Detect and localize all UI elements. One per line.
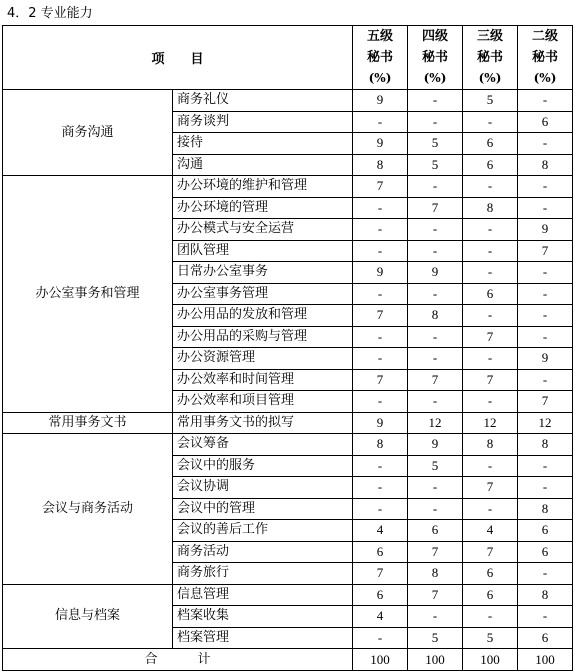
item-cell: 办公资源管理 xyxy=(173,348,353,370)
value-cell-level-5: 8 xyxy=(353,154,408,176)
value-cell-level-5: 7 xyxy=(353,305,408,327)
value-cell-level-3: - xyxy=(463,606,518,628)
value-cell-level-2: 6 xyxy=(518,627,573,649)
value-cell-level-2: 9 xyxy=(518,219,573,241)
value-cell-level-4: 7 xyxy=(408,197,463,219)
header-level-2-line2: 秘书 xyxy=(532,50,559,65)
item-cell: 接待 xyxy=(173,133,353,155)
value-cell-level-2: - xyxy=(518,262,573,284)
table-row xyxy=(3,412,573,434)
header-level-4-line1: 四级 xyxy=(422,29,449,44)
category-cell: 常用事务文书 xyxy=(3,412,173,434)
category-cell: 商务沟通 xyxy=(3,90,173,176)
value-cell-level-4: - xyxy=(408,477,463,499)
value-cell-level-4: 7 xyxy=(408,369,463,391)
total-value-level-4: 100 xyxy=(408,649,463,671)
value-cell-level-4: 5 xyxy=(408,455,463,477)
value-cell-level-2: - xyxy=(518,90,573,112)
value-cell-level-4: 5 xyxy=(408,133,463,155)
value-cell-level-3: - xyxy=(463,455,518,477)
value-cell-level-5: - xyxy=(353,455,408,477)
professional-ability-table xyxy=(2,25,573,671)
value-cell-level-3: 6 xyxy=(463,133,518,155)
value-cell-level-3: 6 xyxy=(463,584,518,606)
item-cell: 档案管理 xyxy=(173,627,353,649)
value-cell-level-5: 9 xyxy=(353,133,408,155)
total-value-level-5: 100 xyxy=(353,649,408,671)
header-level-5-unit: (%) xyxy=(368,71,392,85)
value-cell-level-4: - xyxy=(408,606,463,628)
value-cell-level-4: 5 xyxy=(408,627,463,649)
value-cell-level-4: - xyxy=(408,219,463,241)
table-row xyxy=(3,434,573,456)
item-cell: 办公效率和项目管理 xyxy=(173,391,353,413)
header-level-3-line1: 三级 xyxy=(477,29,504,44)
value-cell-level-2: 8 xyxy=(518,498,573,520)
table-body xyxy=(3,90,573,649)
header-row xyxy=(3,26,573,90)
value-cell-level-3: 8 xyxy=(463,434,518,456)
value-cell-level-5: 9 xyxy=(353,90,408,112)
item-cell: 日常办公室事务 xyxy=(173,262,353,284)
item-cell: 商务谈判 xyxy=(173,111,353,133)
item-cell: 档案收集 xyxy=(173,606,353,628)
value-cell-level-2: - xyxy=(518,455,573,477)
value-cell-level-3: 6 xyxy=(463,283,518,305)
value-cell-level-3: 6 xyxy=(463,154,518,176)
value-cell-level-5: 4 xyxy=(353,520,408,542)
value-cell-level-2: - xyxy=(518,606,573,628)
value-cell-level-5: 6 xyxy=(353,541,408,563)
value-cell-level-2: - xyxy=(518,326,573,348)
value-cell-level-5: - xyxy=(353,477,408,499)
value-cell-level-3: 7 xyxy=(463,541,518,563)
item-cell: 会议协调 xyxy=(173,477,353,499)
value-cell-level-2: 8 xyxy=(518,154,573,176)
value-cell-level-2: 12 xyxy=(518,412,573,434)
value-cell-level-2: 6 xyxy=(518,111,573,133)
value-cell-level-3: - xyxy=(463,240,518,262)
value-cell-level-3: - xyxy=(463,219,518,241)
value-cell-level-5: - xyxy=(353,197,408,219)
item-cell: 商务礼仪 xyxy=(173,90,353,112)
header-level-4-unit: (%) xyxy=(423,71,447,85)
header-level-2-line1: 二级 xyxy=(532,29,559,44)
value-cell-level-4: 9 xyxy=(408,262,463,284)
header-level-5-line2: 秘书 xyxy=(367,50,394,65)
value-cell-level-2: - xyxy=(518,283,573,305)
value-cell-level-4: - xyxy=(408,326,463,348)
item-cell: 商务旅行 xyxy=(173,563,353,585)
header-level-3-unit: (%) xyxy=(478,71,502,85)
header-level-4-line2: 秘书 xyxy=(422,50,449,65)
value-cell-level-5: - xyxy=(353,391,408,413)
value-cell-level-5: - xyxy=(353,283,408,305)
header-level-5-line1: 五级 xyxy=(367,29,394,44)
value-cell-level-4: 9 xyxy=(408,434,463,456)
value-cell-level-2: 7 xyxy=(518,240,573,262)
value-cell-level-3: 8 xyxy=(463,197,518,219)
header-level-5 xyxy=(353,26,408,90)
value-cell-level-3: 12 xyxy=(463,412,518,434)
value-cell-level-4: - xyxy=(408,283,463,305)
value-cell-level-5: 4 xyxy=(353,606,408,628)
value-cell-level-4: 8 xyxy=(408,305,463,327)
item-cell: 会议的善后工作 xyxy=(173,520,353,542)
value-cell-level-4: 7 xyxy=(408,584,463,606)
value-cell-level-4: - xyxy=(408,240,463,262)
item-cell: 沟通 xyxy=(173,154,353,176)
value-cell-level-2: - xyxy=(518,197,573,219)
value-cell-level-2: 6 xyxy=(518,520,573,542)
item-cell: 办公效率和时间管理 xyxy=(173,369,353,391)
value-cell-level-3: 4 xyxy=(463,520,518,542)
value-cell-level-4: - xyxy=(408,391,463,413)
value-cell-level-2: - xyxy=(518,176,573,198)
value-cell-level-4: - xyxy=(408,348,463,370)
value-cell-level-4: - xyxy=(408,176,463,198)
value-cell-level-4: - xyxy=(408,90,463,112)
value-cell-level-4: - xyxy=(408,111,463,133)
category-cell: 信息与档案 xyxy=(3,584,173,649)
value-cell-level-3: - xyxy=(463,348,518,370)
total-value-level-2: 100 xyxy=(518,649,573,671)
section-title: 4．2 专业能力 xyxy=(7,6,93,21)
item-cell: 办公模式与安全运营 xyxy=(173,219,353,241)
value-cell-level-5: 7 xyxy=(353,176,408,198)
value-cell-level-5: - xyxy=(353,111,408,133)
value-cell-level-2: - xyxy=(518,563,573,585)
value-cell-level-5: - xyxy=(353,219,408,241)
value-cell-level-3: - xyxy=(463,498,518,520)
header-level-2 xyxy=(518,26,573,90)
value-cell-level-4: 6 xyxy=(408,520,463,542)
value-cell-level-3: 7 xyxy=(463,477,518,499)
table-row xyxy=(3,176,573,198)
value-cell-level-2: - xyxy=(518,133,573,155)
value-cell-level-5: 6 xyxy=(353,584,408,606)
item-cell: 会议中的服务 xyxy=(173,455,353,477)
header-level-3-line2: 秘书 xyxy=(477,50,504,65)
value-cell-level-2: - xyxy=(518,369,573,391)
value-cell-level-4: 12 xyxy=(408,412,463,434)
value-cell-level-3: - xyxy=(463,176,518,198)
value-cell-level-5: - xyxy=(353,348,408,370)
item-cell: 办公用品的发放和管理 xyxy=(173,305,353,327)
total-row xyxy=(3,649,573,671)
value-cell-level-3: - xyxy=(463,262,518,284)
value-cell-level-5: 7 xyxy=(353,369,408,391)
table-row xyxy=(3,584,573,606)
value-cell-level-2: 8 xyxy=(518,434,573,456)
item-cell: 办公环境的管理 xyxy=(173,197,353,219)
header-item: 项目 xyxy=(3,26,353,90)
value-cell-level-5: - xyxy=(353,240,408,262)
total-value-level-3: 100 xyxy=(463,649,518,671)
item-cell: 办公环境的维护和管理 xyxy=(173,176,353,198)
value-cell-level-2: 9 xyxy=(518,348,573,370)
value-cell-level-3: 7 xyxy=(463,326,518,348)
item-cell: 办公室事务管理 xyxy=(173,283,353,305)
item-cell: 商务活动 xyxy=(173,541,353,563)
item-cell: 信息管理 xyxy=(173,584,353,606)
item-cell: 团队管理 xyxy=(173,240,353,262)
value-cell-level-5: - xyxy=(353,326,408,348)
value-cell-level-3: - xyxy=(463,391,518,413)
header-level-2-unit: (%) xyxy=(533,71,557,85)
value-cell-level-2: - xyxy=(518,305,573,327)
table-row xyxy=(3,90,573,112)
item-cell: 办公用品的采购与管理 xyxy=(173,326,353,348)
value-cell-level-5: 7 xyxy=(353,563,408,585)
value-cell-level-3: - xyxy=(463,305,518,327)
total-label: 合计 xyxy=(3,649,353,671)
value-cell-level-5: - xyxy=(353,627,408,649)
value-cell-level-4: 5 xyxy=(408,154,463,176)
value-cell-level-2: 8 xyxy=(518,584,573,606)
value-cell-level-3: - xyxy=(463,111,518,133)
value-cell-level-5: 8 xyxy=(353,434,408,456)
value-cell-level-3: 5 xyxy=(463,627,518,649)
value-cell-level-3: 7 xyxy=(463,369,518,391)
value-cell-level-2: 6 xyxy=(518,541,573,563)
value-cell-level-3: 5 xyxy=(463,90,518,112)
value-cell-level-2: - xyxy=(518,477,573,499)
item-cell: 会议筹备 xyxy=(173,434,353,456)
value-cell-level-4: 7 xyxy=(408,541,463,563)
value-cell-level-2: 7 xyxy=(518,391,573,413)
category-cell: 办公室事务和管理 xyxy=(3,176,173,413)
value-cell-level-3: 6 xyxy=(463,563,518,585)
header-level-3 xyxy=(463,26,518,90)
value-cell-level-5: - xyxy=(353,498,408,520)
value-cell-level-4: 8 xyxy=(408,563,463,585)
category-cell: 会议与商务活动 xyxy=(3,434,173,585)
value-cell-level-5: 9 xyxy=(353,412,408,434)
item-cell: 会议中的管理 xyxy=(173,498,353,520)
header-level-4 xyxy=(408,26,463,90)
item-cell: 常用事务文书的拟写 xyxy=(173,412,353,434)
value-cell-level-4: - xyxy=(408,498,463,520)
value-cell-level-5: 9 xyxy=(353,262,408,284)
